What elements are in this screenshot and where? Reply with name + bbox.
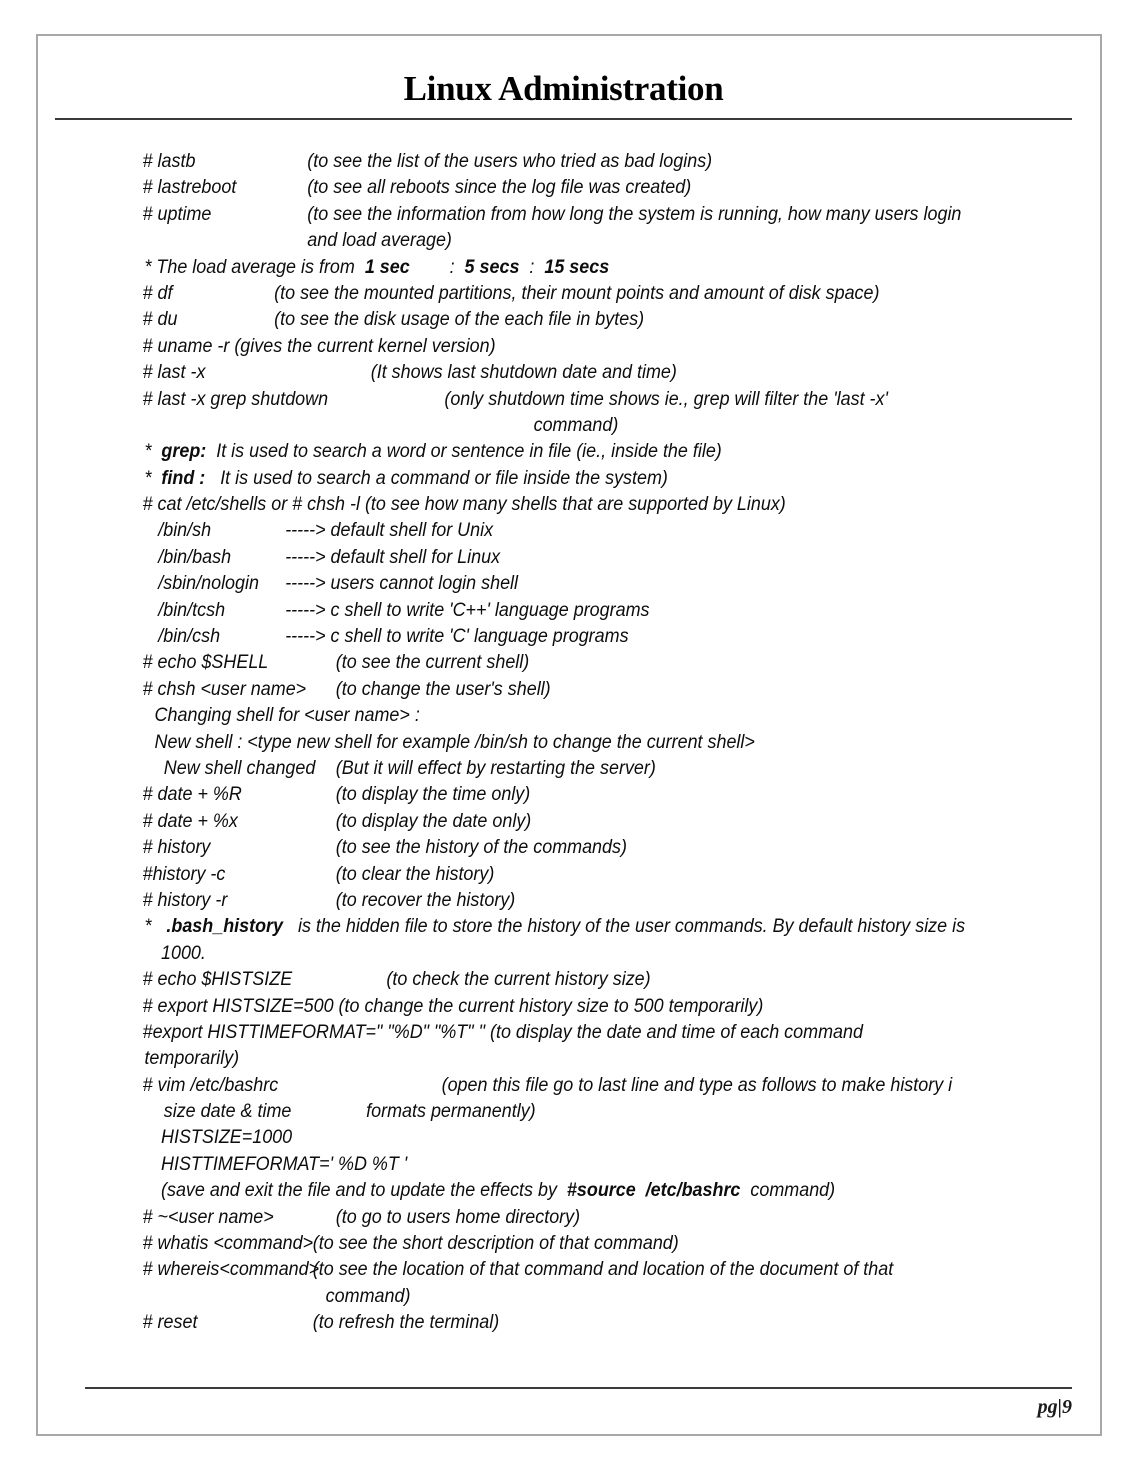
text-line xyxy=(0,174,1049,200)
text-line xyxy=(0,913,1049,939)
save-exit-note: (save and exit the file and to update the effects by #source /etc/bashrc command) xyxy=(161,1179,836,1202)
text-line xyxy=(0,201,1049,227)
text-line xyxy=(0,729,1049,755)
description-text: (to see the mounted partitions, their mount points and amount of disk space) xyxy=(274,281,880,304)
text-line xyxy=(0,333,1049,359)
text-line xyxy=(0,887,1049,913)
prompt-line: New shell changed xyxy=(163,756,316,779)
config-line: HISTTIMEFORMAT=' %D %T ' xyxy=(161,1152,408,1175)
load-average-text: * The load average is from xyxy=(144,255,360,278)
text-line xyxy=(0,306,1049,332)
text-line xyxy=(0,702,1049,728)
load-1sec: 1 sec xyxy=(359,255,410,278)
description-text: (to display the time only) xyxy=(335,783,531,806)
shell-path: /bin/bash xyxy=(158,545,232,568)
prompt-line: New shell : <type new shell for example /bin/sh to change the current shell> xyxy=(154,730,755,753)
description-text: command) xyxy=(325,1284,411,1307)
bash-history-note: * .bash_history is the hidden file to store the history of the user commands. By default history size is xyxy=(144,915,966,938)
load-average-note: * The load average is from 1 sec : 5 secs : 15 secs xyxy=(144,255,610,278)
source-command: #source /etc/bashrc xyxy=(566,1179,741,1202)
shell-path: /bin/tcsh xyxy=(158,598,226,621)
text-line xyxy=(0,1098,1049,1124)
command-line: # uname -r (gives the current kernel version) xyxy=(142,334,496,357)
command-text: # uptime xyxy=(142,202,212,225)
text-line xyxy=(0,808,1049,834)
find-note: * find : It is used to search a command or file inside the system) xyxy=(144,466,668,489)
footer-divider xyxy=(85,1387,1072,1389)
text-line xyxy=(0,1177,1049,1203)
command-text: # last -x grep shutdown xyxy=(142,387,329,410)
shell-path: /sbin/nologin xyxy=(158,572,259,595)
command-text: # last -x xyxy=(142,361,206,384)
shell-description: -----> c shell to write 'C' language programs xyxy=(285,625,629,648)
config-line: HISTSIZE=1000 xyxy=(161,1126,293,1149)
save-exit-text: (save and exit the file and to update the effects by xyxy=(161,1179,567,1202)
continuation-text: temporarily) xyxy=(144,1047,240,1070)
text-line xyxy=(0,1072,1049,1098)
text-line xyxy=(0,649,1049,675)
command-text: # reset xyxy=(142,1311,198,1334)
text-line xyxy=(0,834,1049,860)
text-line xyxy=(0,1124,1049,1150)
description-text: (to clear the history) xyxy=(335,862,495,885)
text-line xyxy=(0,544,1049,570)
command-line: #export HISTTIMEFORMAT=" "%D" "%T" " (to display the date and time of each command xyxy=(142,1020,863,1043)
description-text: (to recover the history) xyxy=(335,888,516,911)
grep-text: It is used to search a word or sentence in file (ie., inside the file) xyxy=(206,440,722,463)
text-line xyxy=(0,517,1049,543)
command-text: # vim /etc/bashrc xyxy=(142,1073,279,1096)
prompt-line: Changing shell for <user name> : xyxy=(154,704,420,727)
bash-history-text: is the hidden file to store the history of the user commands. By default history size is xyxy=(283,915,966,938)
description-text: (to check the current history size) xyxy=(386,968,651,991)
text-line xyxy=(0,386,1049,412)
description-text: (to see the information from how long the system is running, how many users login xyxy=(307,202,962,225)
description-text: (to see the location of that command and location of the document of that xyxy=(312,1258,894,1281)
description-text: formats permanently) xyxy=(366,1100,536,1123)
description-text: (open this file go to last line and type as follows to make history i xyxy=(441,1073,953,1096)
command-text: # chsh <user name> xyxy=(142,677,307,700)
text-line xyxy=(0,1019,1049,1045)
description-text: (to see the current shell) xyxy=(335,651,530,674)
command-text: # du xyxy=(142,308,178,331)
text-line xyxy=(0,940,1049,966)
text-line xyxy=(0,1045,1049,1071)
shell-description: -----> c shell to write 'C++' language programs xyxy=(285,598,650,621)
description-text: (It shows last shutdown date and time) xyxy=(370,361,677,384)
shell-description: -----> users cannot login shell xyxy=(285,572,519,595)
text-line xyxy=(0,781,1049,807)
description-text: (to display the date only) xyxy=(335,809,532,832)
text-line xyxy=(0,359,1049,385)
text-line xyxy=(0,1256,1049,1282)
load-15secs: 15 secs xyxy=(544,255,610,278)
page-number: pg|9 xyxy=(1037,1396,1072,1418)
text-line xyxy=(0,623,1049,649)
header-divider xyxy=(55,118,1072,120)
command-text: # lastreboot xyxy=(142,176,237,199)
description-text: (to go to users home directory) xyxy=(335,1205,581,1228)
text-line xyxy=(0,1204,1049,1230)
description-text: (to see the list of the users who tried as bad logins) xyxy=(307,150,713,172)
find-label: find : xyxy=(161,466,206,489)
shell-path: /bin/csh xyxy=(158,625,221,648)
text-line xyxy=(0,1309,1049,1335)
command-text: # history -r xyxy=(142,888,228,911)
description-text: (to see the short description of that command) xyxy=(312,1232,679,1255)
command-text: # ~<user name> xyxy=(142,1205,274,1228)
text-line xyxy=(0,227,1049,253)
text-line xyxy=(0,1283,1049,1309)
command-text: # echo $SHELL xyxy=(142,651,269,674)
command-text: # echo $HISTSIZE xyxy=(142,968,293,991)
grep-note: * grep: It is used to search a word or sentence in file (ie., inside the file) xyxy=(144,440,722,463)
command-text: # whatis <command> xyxy=(142,1232,314,1255)
text-line xyxy=(0,755,1049,781)
command-text: # lastb xyxy=(142,150,196,172)
description-text: (But it will effect by restarting the server) xyxy=(335,756,656,779)
command-line: # export HISTSIZE=500 (to change the current history size to 500 temporarily) xyxy=(142,994,764,1017)
description-text: (only shutdown time shows ie., grep will filter the 'last -x' xyxy=(444,387,888,410)
command-line: # cat /etc/shells or # chsh -l (to see how many shells that are supported by Linux) xyxy=(142,493,786,516)
continuation-text: size date & time xyxy=(163,1100,292,1123)
description-text: command) xyxy=(533,413,619,436)
text-line xyxy=(0,861,1049,887)
description-text: (to see the history of the commands) xyxy=(335,836,627,859)
command-text: # df xyxy=(142,281,173,304)
text-line xyxy=(0,148,1049,174)
text-line xyxy=(0,412,1049,438)
document-body xyxy=(0,148,1140,1336)
text-line xyxy=(0,597,1049,623)
text-line xyxy=(0,966,1049,992)
description-text: and load average) xyxy=(307,229,452,252)
text-line xyxy=(0,280,1049,306)
command-text: # whereis<command> xyxy=(142,1258,320,1281)
command-text: #history -c xyxy=(142,862,226,885)
command-text: # date + %x xyxy=(142,809,238,832)
text-line xyxy=(0,993,1049,1019)
description-text: (to refresh the terminal) xyxy=(312,1311,500,1334)
description-text: (to see all reboots since the log file was created) xyxy=(307,176,692,199)
find-text: It is used to search a command or file inside the system) xyxy=(205,466,668,489)
text-line xyxy=(0,254,1049,280)
text-line xyxy=(0,438,1049,464)
page-title: Linux Administration xyxy=(403,69,724,108)
text-line xyxy=(0,1230,1049,1256)
shell-path: /bin/sh xyxy=(158,519,212,542)
text-line xyxy=(0,465,1049,491)
text-line xyxy=(0,676,1049,702)
description-text: (to change the user's shell) xyxy=(335,677,551,700)
command-text: # history xyxy=(142,836,211,859)
command-text: # date + %R xyxy=(142,783,242,806)
grep-label: grep: xyxy=(161,440,207,463)
description-text: (to see the disk usage of the each file in bytes) xyxy=(274,308,645,331)
load-5secs: 5 secs xyxy=(464,255,520,278)
shell-description: -----> default shell for Unix xyxy=(285,519,494,542)
bash-history-label: .bash_history xyxy=(166,915,284,938)
text-line xyxy=(0,570,1049,596)
text-line xyxy=(0,491,1049,517)
continuation-text: 1000. xyxy=(161,941,206,964)
shell-description: -----> default shell for Linux xyxy=(285,545,501,568)
text-line xyxy=(0,1151,1049,1177)
